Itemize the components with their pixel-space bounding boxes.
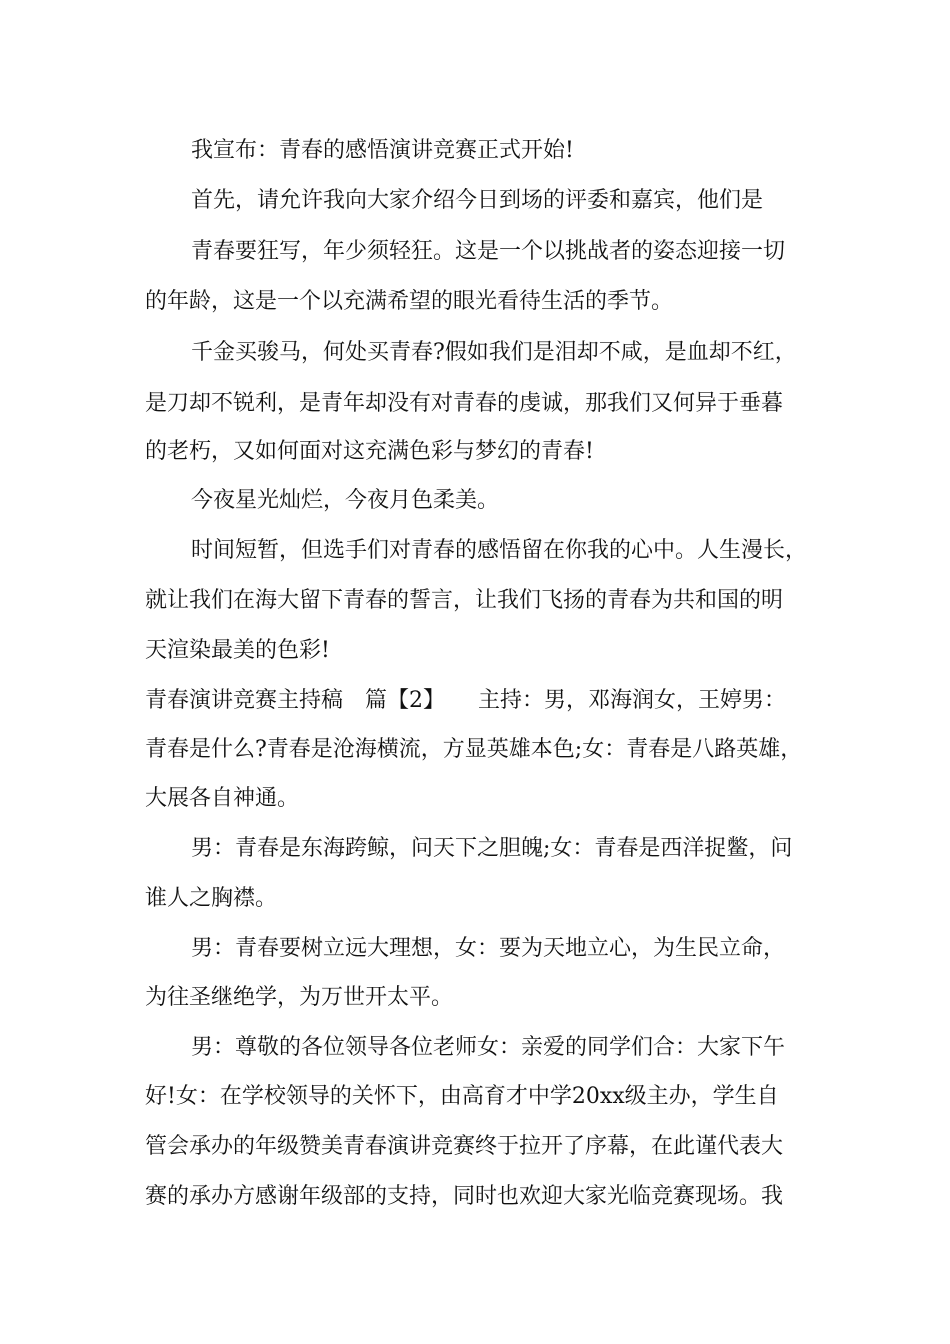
text-line: 就让我们在海大留下青春的誓言，让我们飞扬的青春为共和国的明 <box>145 588 784 613</box>
text-line: 青春要狂写，年少须轻狂。这是一个以挑战者的姿态迎接一切 <box>191 239 786 264</box>
text-line: 赛的承办方感谢年级部的支持，同时也欢迎大家光临竞赛现场。我 <box>145 1184 784 1209</box>
text-line: 男：尊敬的各位领导各位老师女：亲爱的同学们合：大家下午 <box>191 1035 786 1060</box>
text-line: 的年龄，这是一个以充满希望的眼光看待生活的季节。 <box>145 289 674 314</box>
text-line: 天渲染最美的色彩! <box>145 638 330 663</box>
text-line: 青春演讲竞赛主持稿 篇【2】 主持：男，邓海润女，王婷男： <box>145 688 786 713</box>
text-line: 是刀却不锐利，是青年却没有对青春的虔诚，那我们又何异于垂暮 <box>145 391 784 416</box>
text-line: 谁人之胸襟。 <box>145 886 278 911</box>
text-line: 时间短暂，但选手们对青春的感悟留在你我的心中。人生漫长， <box>191 538 808 563</box>
text-line: 我宣布：青春的感悟演讲竞赛正式开始! <box>191 138 574 163</box>
text-line: 好!女：在学校领导的关怀下，由高育才中学20xx级主办，学生自 <box>145 1084 779 1109</box>
text-line: 今夜星光灿烂，今夜月色柔美。 <box>191 488 500 513</box>
text-line: 大展各自神通。 <box>145 786 300 811</box>
text-line: 首先，请允许我向大家介绍今日到场的评委和嘉宾，他们是 <box>191 188 764 213</box>
text-line: 男：青春是东海跨鲸，问天下之胆魄;女：青春是西洋捉鳖，问 <box>191 836 793 861</box>
text-line: 千金买骏马，何处买青春?假如我们是泪却不咸，是血却不红， <box>191 340 797 365</box>
text-line: 为往圣继绝学，为万世开太平。 <box>145 985 454 1010</box>
text-line: 男：青春要树立远大理想，女：要为天地立心，为生民立命， <box>191 936 786 961</box>
text-line: 管会承办的年级赞美青春演讲竞赛终于拉开了序幕，在此谨代表大 <box>145 1134 784 1159</box>
text-line: 青春是什么?青春是沧海横流，方显英雄本色;女：青春是八路英雄， <box>145 737 803 762</box>
text-line: 的老朽，又如何面对这充满色彩与梦幻的青春! <box>145 439 594 464</box>
